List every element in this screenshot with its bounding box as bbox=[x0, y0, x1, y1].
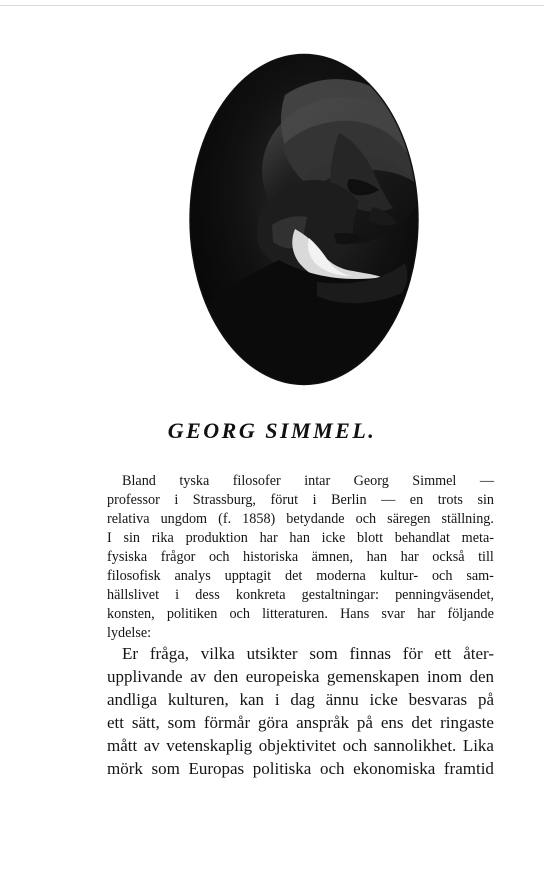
intro-line-4 bbox=[107, 531, 494, 545]
word: utsikter bbox=[246, 644, 298, 663]
word: Strassburg, bbox=[192, 492, 256, 508]
word: säregen bbox=[387, 511, 431, 527]
word: europeiska bbox=[245, 667, 320, 686]
word: moderna bbox=[316, 568, 366, 584]
word: sin bbox=[123, 530, 141, 546]
word: andliga bbox=[107, 690, 158, 709]
word: inom bbox=[426, 667, 462, 686]
body-line-3 bbox=[107, 691, 494, 708]
word: Er bbox=[122, 644, 139, 663]
word: på bbox=[477, 690, 494, 709]
word: — bbox=[479, 473, 494, 489]
word: objektivitet bbox=[258, 736, 337, 755]
word: också bbox=[432, 549, 465, 565]
word: dag bbox=[290, 690, 315, 709]
intro-line-3 bbox=[107, 512, 494, 526]
word: ens bbox=[380, 713, 404, 732]
word: Berlin bbox=[331, 492, 367, 508]
word: Hans bbox=[340, 606, 370, 622]
word: — bbox=[381, 492, 396, 508]
word: blott bbox=[357, 530, 384, 546]
word: sam- bbox=[466, 568, 494, 584]
word: till bbox=[478, 549, 494, 565]
word: Europas bbox=[188, 759, 245, 778]
word: en bbox=[409, 492, 424, 508]
word: har bbox=[400, 549, 419, 565]
intro-line-8 bbox=[107, 607, 494, 621]
word: Bland bbox=[122, 473, 156, 489]
portrait-oval-image bbox=[189, 53, 419, 386]
word: anspråk bbox=[296, 713, 350, 732]
word: fråga, bbox=[149, 644, 189, 663]
word: konsten, bbox=[107, 606, 155, 622]
word: filosofisk bbox=[107, 568, 161, 584]
word: vilka bbox=[200, 644, 235, 663]
word: filosofer bbox=[232, 473, 281, 489]
word: göra bbox=[258, 713, 289, 732]
word: professor bbox=[107, 492, 160, 508]
word: politiska bbox=[252, 759, 312, 778]
word: ett bbox=[107, 713, 124, 732]
word: politiken bbox=[166, 606, 218, 622]
word: och bbox=[342, 736, 368, 755]
word: ekonomiska bbox=[353, 759, 436, 778]
word: ämnen, bbox=[311, 549, 354, 565]
word: sin bbox=[477, 492, 494, 508]
word: i bbox=[312, 492, 317, 508]
word: upplivande bbox=[107, 667, 183, 686]
word: relativa bbox=[107, 511, 150, 527]
word: Georg bbox=[353, 473, 389, 489]
word: litteraturen. bbox=[262, 606, 328, 622]
word: 1858) bbox=[242, 511, 276, 527]
word: och bbox=[431, 568, 453, 584]
word: och bbox=[229, 606, 250, 622]
word: i bbox=[274, 690, 280, 709]
word: I bbox=[107, 530, 112, 546]
word: frågor bbox=[160, 549, 196, 565]
word: ett bbox=[434, 644, 452, 663]
word: som bbox=[151, 759, 180, 778]
word: den bbox=[469, 667, 494, 686]
word: har bbox=[259, 530, 278, 546]
page-title: GEORG SIMMEL. bbox=[167, 418, 377, 443]
word: ringaste bbox=[440, 713, 494, 732]
word: och bbox=[319, 759, 345, 778]
word: gemenskapen bbox=[326, 667, 420, 686]
word: kultur- bbox=[379, 568, 419, 584]
word: rika bbox=[151, 530, 174, 546]
word: framtid bbox=[443, 759, 494, 778]
intro-line-9 bbox=[107, 626, 151, 640]
intro-line-text: lydelse: bbox=[107, 625, 152, 641]
word: det bbox=[284, 568, 303, 584]
word: svar bbox=[381, 606, 406, 622]
word: ställning. bbox=[441, 511, 494, 527]
word: den bbox=[213, 667, 239, 686]
word: han bbox=[366, 549, 388, 565]
word: tyska bbox=[179, 473, 210, 489]
word: dess bbox=[195, 587, 220, 603]
word: penningväsendet, bbox=[395, 587, 494, 603]
body-line-1 bbox=[122, 645, 494, 662]
word: vetenskaplig bbox=[166, 736, 253, 755]
word: upptagit bbox=[224, 568, 272, 584]
intro-line-7 bbox=[107, 588, 494, 602]
word: produktion bbox=[185, 530, 248, 546]
word: besvaras bbox=[408, 690, 468, 709]
word: icke bbox=[369, 690, 398, 709]
word: kulturen, bbox=[167, 690, 229, 709]
word: konkreta bbox=[235, 587, 286, 603]
body-line-5 bbox=[107, 737, 494, 754]
word: icke bbox=[321, 530, 346, 546]
word: av bbox=[190, 667, 207, 686]
word: Simmel bbox=[412, 473, 457, 489]
word: i bbox=[175, 587, 180, 603]
intro-line-5 bbox=[107, 550, 494, 564]
word: ungdom bbox=[160, 511, 208, 527]
word: mått bbox=[107, 736, 138, 755]
word: han bbox=[289, 530, 310, 546]
body-line-6 bbox=[107, 760, 494, 777]
body-line-4 bbox=[107, 714, 494, 731]
word: gestaltningar: bbox=[301, 587, 379, 603]
intro-line-2 bbox=[107, 493, 494, 507]
word: trots bbox=[437, 492, 463, 508]
word: i bbox=[174, 492, 179, 508]
word: förmår bbox=[203, 713, 251, 732]
word: förut bbox=[270, 492, 299, 508]
word: sätt, bbox=[131, 713, 160, 732]
word: mörk bbox=[107, 759, 143, 778]
word: betydande bbox=[286, 511, 345, 527]
word: det bbox=[411, 713, 433, 732]
word: som bbox=[309, 644, 338, 663]
word: som bbox=[167, 713, 196, 732]
word: ännu bbox=[325, 690, 359, 709]
body-line-2 bbox=[107, 668, 494, 685]
word: följande bbox=[447, 606, 494, 622]
word: intar bbox=[304, 473, 331, 489]
word: behandlat bbox=[394, 530, 450, 546]
word: kan bbox=[239, 690, 265, 709]
intro-line-1 bbox=[122, 474, 494, 488]
word: och bbox=[355, 511, 377, 527]
word: för bbox=[402, 644, 423, 663]
word: Lika bbox=[462, 736, 494, 755]
portrait-photo bbox=[189, 53, 419, 386]
word: har bbox=[417, 606, 436, 622]
intro-line-6 bbox=[107, 569, 494, 583]
word: (f. bbox=[218, 511, 232, 527]
word: av bbox=[143, 736, 160, 755]
word: på bbox=[356, 713, 373, 732]
word: analys bbox=[174, 568, 211, 584]
word: och bbox=[208, 549, 230, 565]
word: åter- bbox=[463, 644, 494, 663]
word: fysiska bbox=[107, 549, 148, 565]
word: meta- bbox=[461, 530, 494, 546]
top-border-rule bbox=[0, 5, 544, 6]
word: finnas bbox=[349, 644, 392, 663]
word: historiska bbox=[242, 549, 299, 565]
word: sannolikhet. bbox=[373, 736, 457, 755]
word: hällslivet bbox=[107, 587, 160, 603]
